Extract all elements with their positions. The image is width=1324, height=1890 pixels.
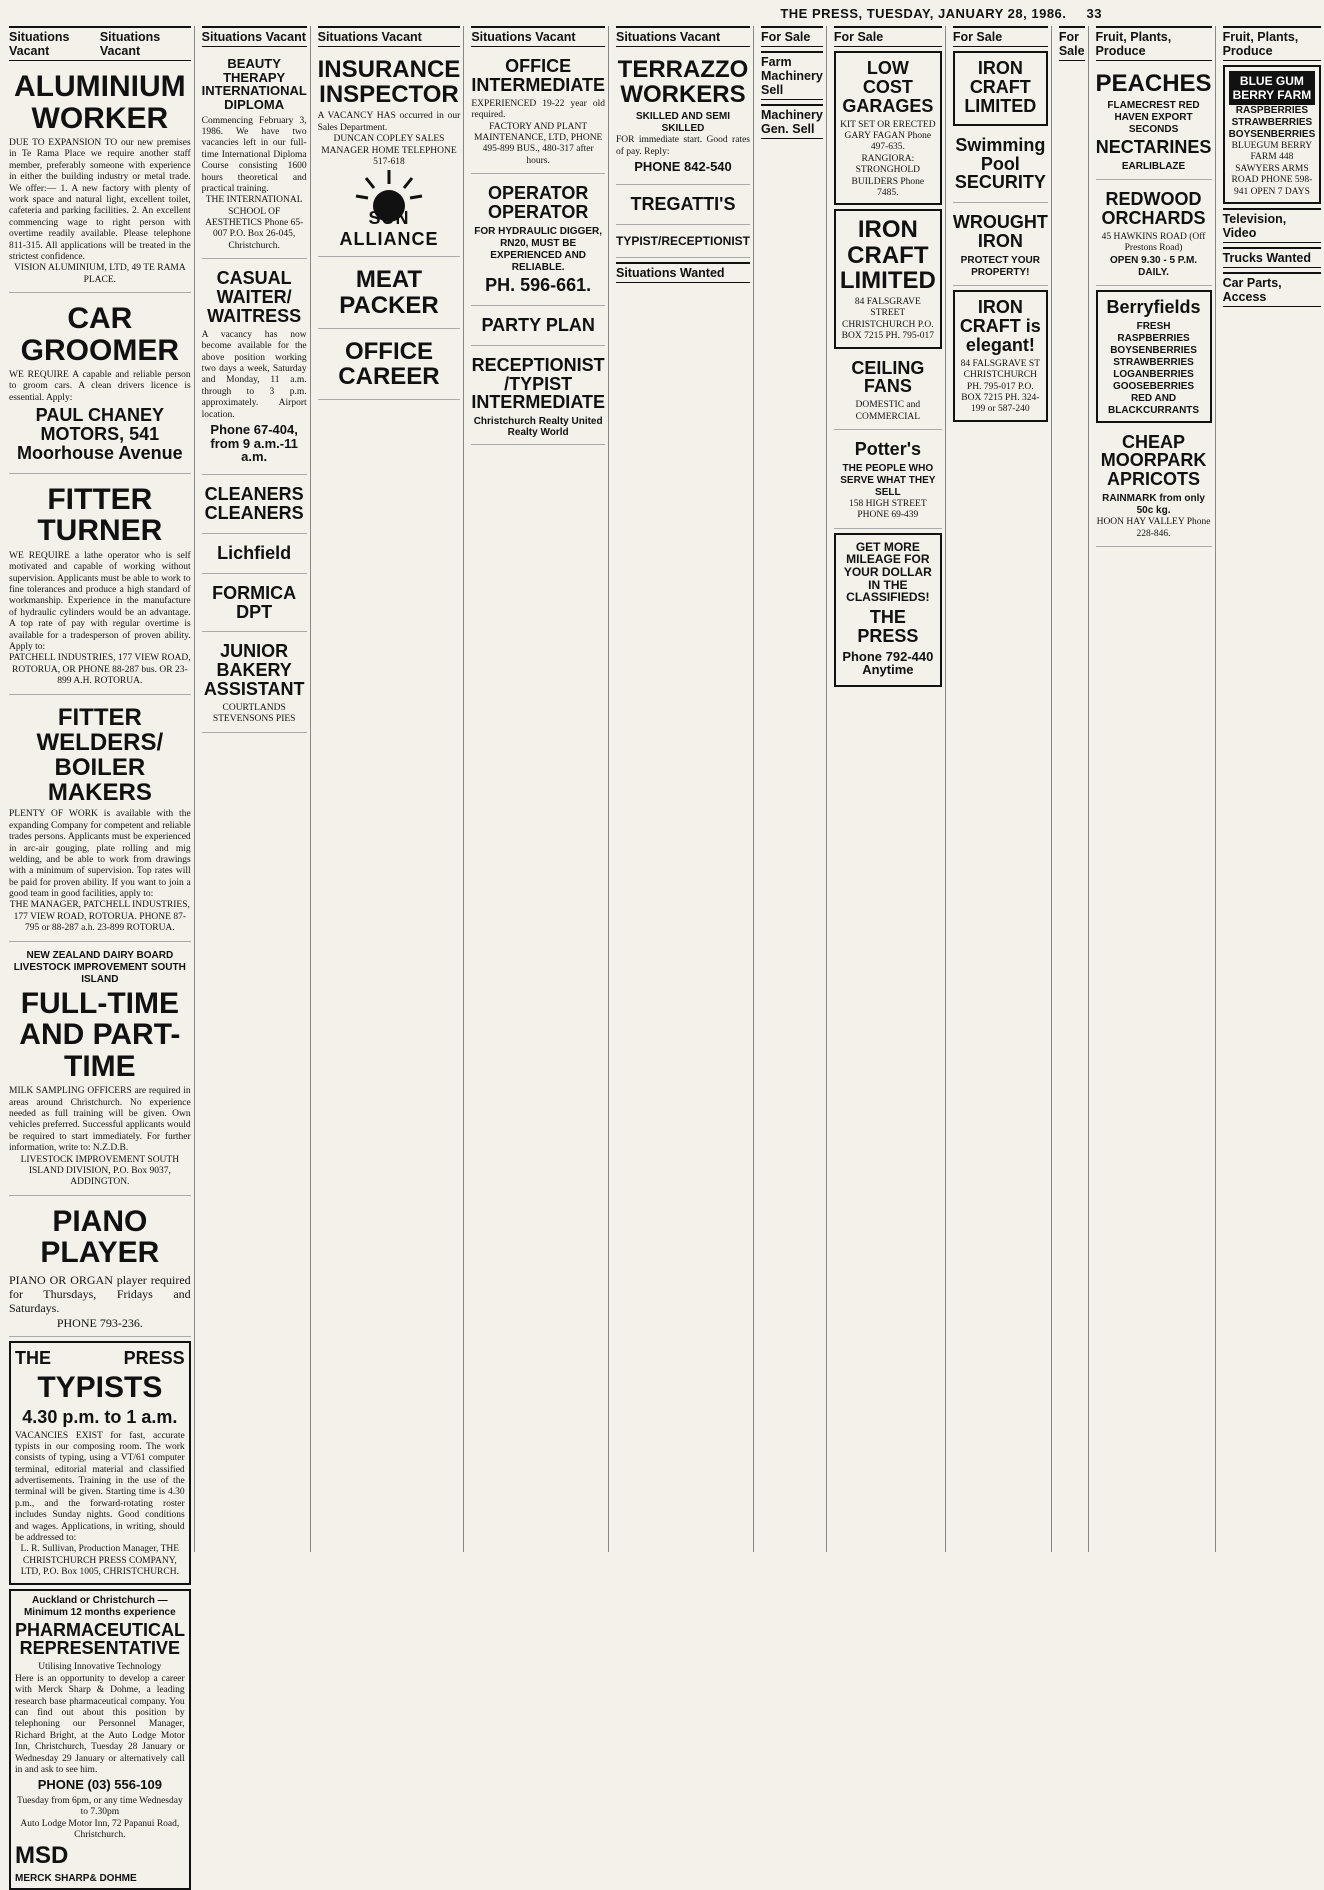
column-3	[315, 26, 465, 1552]
ad-sub: RAINMARK from only 50c kg.	[1102, 493, 1205, 517]
section-title: For Sale	[833, 30, 884, 44]
ad-title: TERRAZZO WORKERS	[617, 56, 749, 109]
column-5	[613, 26, 754, 1552]
section-header	[953, 26, 1048, 47]
section-header	[471, 26, 605, 47]
ad-car-groomer	[9, 297, 191, 474]
ad-phone: PHONE 793-236.	[56, 1315, 143, 1330]
ad-title: Swimming Pool SECURITY	[954, 134, 1046, 193]
msd-logo: MSD	[15, 1842, 69, 1870]
ad-junior-bakery	[202, 636, 307, 732]
section-title: Situations Vacant	[615, 30, 721, 44]
ad-pharmaceutical	[9, 1589, 191, 1890]
ad-body: VACANCIES EXIST for fast, accurate typists in our composing room. The work consists of typing, using a VT/61 computer terminal, editorial material and classified advertisements. Training in the use of the terminal will be given. Starting time is 4.30 p.m., and the forward-rotating roster includes Sunday nights. Good conditions and wages. Applications, in writing, should be addressed to:	[15, 1430, 185, 1544]
ad-extra: RANGIORA: STRONGHOLD BUILDERS Phone 7485.	[851, 153, 925, 199]
ad-receptionist	[471, 350, 605, 446]
section-title: Car Parts, Access	[1222, 275, 1282, 304]
ad-title: INSURANCE INSPECTOR	[317, 56, 461, 109]
ad-title-2: NECTARINES	[1095, 137, 1212, 158]
ad-sub: SKILLED AND SEMI SKILLED	[635, 111, 731, 135]
ad-contact: L. R. Sullivan, Production Manager, THE CHRISTCHURCH PRESS COMPANY, LTD, P.O. Box 1005, CHRISTCHURCH.	[20, 1544, 180, 1578]
ad-office-career	[318, 333, 461, 400]
press-logo-right: PRESS	[123, 1348, 185, 1369]
united-realty-logo: Christchurch Realty United Realty World	[473, 416, 603, 439]
ad-phone: PHONE 842-540	[634, 159, 732, 175]
press-logo	[15, 1349, 185, 1368]
berryfields-logo: Berryfields	[1106, 296, 1201, 317]
section-title: Machinery Gen. Sell	[761, 108, 823, 136]
ad-beauty-therapy	[202, 51, 307, 259]
ad-ceiling-fans	[834, 353, 942, 431]
section-title: For Sale	[1058, 30, 1085, 58]
section-title: Television, Video	[1222, 211, 1287, 240]
section-title: Farm Machinery Sell	[761, 55, 823, 97]
ad-potters	[834, 434, 942, 529]
ad-body: EXPERIENCED 19-22 year old required.	[471, 98, 605, 121]
ad-phone: PH. 596-661.	[485, 274, 592, 295]
section-title: Fruit, Plants, Produce	[1222, 30, 1299, 58]
section-title: Fruit, Plants, Produce	[1095, 30, 1172, 58]
ad-title: PARTY PLAN	[481, 314, 595, 335]
section-header	[202, 26, 307, 47]
section-header	[1223, 26, 1322, 61]
ad-body: A VACANCY HAS occurred in our Sales Department.	[317, 111, 461, 133]
ad-peaches	[1096, 65, 1212, 180]
ad-phone: Phone 67-404, from 9 a.m.-11 a.m.	[210, 422, 298, 465]
ad-title: JUNIOR BAKERY ASSISTANT	[203, 641, 305, 700]
ad-fitter-turner	[9, 478, 191, 695]
column-1	[6, 26, 195, 1884]
column-6	[758, 26, 827, 1552]
ad-contact: GARY FAGAN Phone 497-635.	[844, 131, 932, 153]
column-2	[199, 26, 311, 1552]
ad-terrazzo	[616, 51, 750, 185]
lichfield-logo: Lichfield	[217, 542, 292, 563]
ad-bluegum	[1223, 65, 1322, 204]
column-8	[950, 26, 1052, 1552]
section-header	[1096, 26, 1212, 61]
ad-address: 84 FALSGRAVE ST CHRISTCHURCH PH. 795-017 P.O. BOX 7215 PH. 324-199 or 587-240	[960, 358, 1040, 415]
ad-piano-player	[9, 1200, 191, 1338]
ad-body: FOR HYDRAULIC DIGGER, RN20, MUST BE EXPERIENCED AND RELIABLE.	[474, 225, 603, 273]
ad-body: WE REQUIRE A capable and reliable person to groom cars. A clean drivers licence is essential. Apply:	[9, 370, 191, 403]
section-header	[1223, 247, 1322, 268]
ad-address: 84 FALSGRAVE STREET CHRISTCHURCH P.O. BOX 7215 PH. 795-017	[841, 296, 935, 342]
ad-title: PIANO PLAYER	[40, 1204, 160, 1270]
ad-sub-2: EARLIBLAZE	[1121, 161, 1186, 173]
ad-contact: FACTORY AND PLANT MAINTENANCE, LTD, PHONE 495-899 BUS., 480-317 after hours.	[473, 121, 603, 166]
ad-title: TYPISTS	[37, 1371, 163, 1405]
section-header	[616, 26, 750, 47]
ad-body: A vacancy has now become available for the above position working two days a week, Saturday and Monday, 11 a.m. through to 3 p.m. approximately. Airport location.	[201, 329, 307, 420]
ad-body: PIANO OR ORGAN player required for Thursdays, Fridays and Saturdays.	[9, 1272, 191, 1316]
ad-lichfield	[202, 538, 307, 574]
ad-meat-packer	[318, 261, 461, 328]
section-header	[1223, 208, 1322, 243]
ad-title: FORMICA DPT	[212, 582, 297, 622]
section-title: Situations Vacant	[99, 30, 161, 58]
ad-title: BEAUTY THERAPY INTERNATIONAL DIPLOMA	[201, 56, 307, 112]
ad-title: MEAT PACKER	[339, 266, 439, 319]
column-7	[831, 26, 946, 1552]
ad-title: PEACHES	[1095, 70, 1212, 97]
ad-address: Auto Lodge Motor Inn, 72 Papanui Road, Christchurch.	[20, 1818, 180, 1841]
bluegum-logo: BLUE GUM BERRY FARM	[1229, 71, 1316, 105]
ad-typists	[9, 1341, 191, 1584]
ad-title: CEILING FANS	[851, 357, 925, 397]
ad-sub: Utilising Innovative Technology	[38, 1662, 162, 1673]
section-title: For Sale	[952, 30, 1003, 44]
section-title: Situations Vacant	[201, 30, 306, 44]
ad-body: PLENTY OF WORK is available with the expanding Company for competent and reliable trades persons. Applicants must be experienced in arc-air gouging, plate rolling and mig welding, and be able to work from drawings with a minimum of supervision. Top rates will be paid for proven ability. If you want to join a good team in good facilities, apply to:	[9, 809, 191, 900]
ad-party-plan	[471, 310, 605, 346]
section-header	[318, 26, 461, 47]
ad-low-cost-garages	[834, 51, 942, 205]
sun-alliance-logo: SUN ALLIANCE	[339, 208, 439, 250]
ad-title: FITTER WELDERS/ BOILER MAKERS	[36, 703, 164, 807]
section-header	[1223, 272, 1322, 307]
ad-address: 45 HAWKINS ROAD (Off Prestons Road)	[1101, 231, 1206, 254]
ad-swimming-pool	[953, 130, 1048, 204]
ad-title: CASUAL WAITER/ WAITRESS	[207, 268, 302, 327]
section-header	[761, 51, 823, 100]
ad-contact: LIVESTOCK IMPROVEMENT SOUTH ISLAND DIVISION, P.O. Box 9037, ADDINGTON.	[20, 1154, 180, 1188]
ad-typist-receptionist	[616, 229, 750, 259]
section-title: Situations Vacant	[471, 30, 576, 44]
column-9	[1056, 26, 1089, 1552]
ad-title: OFFICE CAREER	[338, 337, 440, 390]
ad-casual-waiter	[202, 263, 307, 475]
ad-contact: VISION ALUMINIUM, LTD, 49 TE RAMA PLACE.	[13, 263, 186, 285]
ad-insurance-inspector	[318, 51, 461, 257]
section-header	[616, 262, 750, 283]
ad-title: TREGATTI'S	[630, 193, 736, 214]
ad-title: FULL-TIME AND PART-TIME	[19, 986, 181, 1083]
ad-contact: HOON HAY VALLEY Phone 228-846.	[1096, 517, 1211, 539]
ad-cheap-apricots	[1096, 427, 1212, 547]
ad-phone: PHONE (03) 556-109	[37, 1777, 162, 1793]
ad-sub: DOMESTIC and COMMERCIAL	[855, 400, 921, 422]
ad-contact: COURTLANDS STEVENSONS PIES	[212, 703, 296, 725]
ad-sub: FLAMECREST RED HAVEN EXPORT SECONDS	[1107, 100, 1200, 136]
ad-title: FITTER TURNER	[37, 482, 163, 548]
ad-items: FRESH RASPBERRIES BOYSENBERRIES STRAWBERRIES LOGANBERRIES GOOSEBERRIES RED AND BLACKCURRANTS	[1107, 320, 1200, 416]
ad-redwood-orchards	[1096, 184, 1212, 286]
ad-contact: THE INTERNATIONAL SCHOOL OF AESTHETICS Phone 65-007 P.O. Box 26-045, Christchurch.	[205, 195, 304, 251]
ad-title: TYPIST/RECEPTIONIST	[615, 233, 750, 248]
masthead	[780, 6, 1102, 21]
ad-top: Auckland or Christchurch — Minimum 12 months experience	[23, 1594, 176, 1618]
ad-classifieds	[834, 533, 942, 687]
ad-title: PHARMACEUTICAL REPRESENTATIVE	[15, 1619, 185, 1659]
ad-body: Commencing February 3, 1986. We have two vacancies left in our full-time International Diploma Course consisting 1600 hours theoretical and practical training.	[201, 115, 307, 194]
ad-body: Here is an opportunity to develop a career with Merck Sharp & Dohme, a leading research base pharmaceutical company. You can find out about this position by telephoning our Personnel Manager, Richard Bright, at the Auto Lodge Motor Inn, Christchurch, Tuesday 28 January or Wednesday 29 January or alternatively call in and ask to see him.	[15, 1673, 185, 1775]
ad-title: CLEANERS CLEANERS	[204, 483, 304, 523]
press-logo: THE PRESS	[857, 606, 919, 646]
ad-title: REDWOOD ORCHARDS	[1101, 189, 1206, 228]
ad-iron-craft	[834, 209, 942, 348]
ad-contact: THE MANAGER, PATCHELL INDUSTRIES, 177 VIEW ROAD, ROTORUA. PHONE 87-795 or 88-287 a.h. 23-899 ROTORUA.	[9, 900, 190, 934]
ad-contact: DUNCAN COPLEY SALES MANAGER HOME TELEPHONE 517-618	[321, 134, 457, 167]
ad-title: IRON CRAFT LIMITED	[839, 216, 936, 294]
section-header	[834, 26, 942, 47]
ad-berryfields	[1096, 290, 1212, 423]
masthead-title: THE PRESS, TUESDAY, JANUARY 28, 1986.	[780, 6, 1067, 21]
ad-title: WROUGHT IRON	[952, 212, 1048, 252]
column-11	[1220, 26, 1324, 1552]
ad-hours: 4.30 p.m. to 1 a.m.	[22, 1406, 178, 1427]
ad-title: GET MORE MILEAGE FOR YOUR DOLLAR IN THE CLASSIFIEDS!	[843, 539, 932, 605]
ad-operator	[471, 178, 605, 306]
ad-contact: PATCHELL INDUSTRIES, 177 VIEW ROAD, ROTORUA, OR PHONE 88-287 bus. OR 23-899 A.H. ROTORUA.	[9, 653, 191, 687]
section-title: Situations Vacant	[317, 30, 422, 44]
column-10	[1093, 26, 1216, 1552]
section-header	[9, 26, 191, 61]
ad-aluminium-worker	[9, 65, 191, 293]
ad-body: WE REQUIRE a lathe operator who is self motivated and capable of working without supervision. Applicants must be able to work to fine tolerances and produce a high standard of workmanship. Experience in the manufacture of hydraulic cylinders would be an advantage. A top rate of pay with regular overtime is available for a tradesperson of proven ability. Apply to:	[9, 550, 191, 653]
section-title: For Sale	[761, 30, 811, 44]
ad-formica	[202, 578, 307, 633]
ad-title: IRON CRAFT LIMITED	[964, 58, 1037, 116]
ad-address: 158 HIGH STREET PHONE 69-439	[849, 498, 927, 521]
section-title: Situations Wanted	[615, 266, 725, 281]
ad-dairy-board	[9, 946, 191, 1196]
ad-cleaners	[202, 479, 307, 534]
ad-header: NEW ZEALAND DAIRY BOARD LIVESTOCK IMPROVEMENT SOUTH ISLAND	[13, 949, 186, 985]
section-title: Trucks Wanted	[1222, 250, 1312, 265]
columns	[6, 26, 1316, 1884]
ad-sub: PROTECT YOUR PROPERTY!	[960, 255, 1040, 279]
ad-items: RASPBERRIES STRAWBERRIES BOYSENBERRIES	[1228, 105, 1316, 140]
section-title: Situations Vacant	[9, 30, 70, 58]
msd-logo-name: MERCK SHARP& DOHME	[15, 1872, 137, 1884]
ad-body: DUE TO EXPANSION TO our new premises in Te Rama Place we require another staff member, preferably someone with experience in either the building industry or metal trade. We offer:— 1. A new factory with plenty of work space and natural light, excellent toilet, cafeteria and parking facilities. 2. An excellent commencing wage to right person with overtime readily available. Please telephone 811-315. All applications will be treated in the strictest confidence.	[9, 138, 191, 262]
ad-iron-craft-2	[953, 51, 1048, 126]
ad-title: IRON CRAFT is elegant!	[959, 297, 1041, 355]
ad-contact: BLUEGUM BERRY FARM 448 SAWYERS ARMS ROAD PHONE 598-941 OPEN 7 DAYS	[1231, 141, 1313, 197]
ad-title: CAR GROOMER	[20, 302, 179, 367]
ad-title: LOW COST GARAGES	[842, 58, 934, 116]
ad-title: RECEPTIONIST /TYPIST INTERMEDIATE	[471, 354, 605, 413]
ad-title: CHEAP MOORPARK APRICOTS	[1100, 431, 1207, 490]
press-logo-left: THE	[15, 1348, 51, 1369]
section-header	[1059, 26, 1085, 61]
ad-fitter-welders	[9, 699, 191, 942]
ad-title: ALUMINIUM WORKER	[14, 70, 186, 135]
ad-body: FOR immediate start. Good rates of pay. Reply:	[615, 135, 750, 157]
ad-phone: Phone 792-440 Anytime	[842, 648, 934, 678]
ad-tag: THE PEOPLE WHO SERVE WHAT THEY SELL	[840, 462, 936, 498]
ad-wrought-iron	[953, 207, 1048, 286]
section-header	[761, 26, 823, 47]
potters-logo: Potter's	[854, 439, 921, 460]
ad-iron-craft-elegant	[953, 290, 1048, 422]
ad-times: Tuesday from 6pm, or any time Wednesday to 7.30pm	[16, 1795, 183, 1818]
ad-office-intermediate	[471, 51, 605, 174]
ad-tregatti	[616, 189, 750, 225]
column-4	[468, 26, 609, 1552]
ad-contact: PAUL CHANEY MOTORS, 541 Moorhouse Avenue	[16, 405, 183, 464]
ad-sub: KIT SET OR ERECTED	[840, 119, 936, 130]
page-number: 33	[1086, 6, 1102, 21]
sun-icon	[354, 168, 424, 208]
section-header	[761, 104, 823, 139]
ad-title: OFFICE INTERMEDIATE	[471, 56, 605, 95]
ad-hours: OPEN 9.30 - 5 P.M. DAILY.	[1110, 254, 1198, 278]
ad-body: MILK SAMPLING OFFICERS are required in areas around Christchurch. No experience needed as full training will be given. Own vehicles preferred. Successful applicants would be required to start immediately. For further information, write to: N.Z.D.B.	[9, 1086, 191, 1154]
ad-title: OPERATOR OPERATOR	[487, 183, 589, 223]
